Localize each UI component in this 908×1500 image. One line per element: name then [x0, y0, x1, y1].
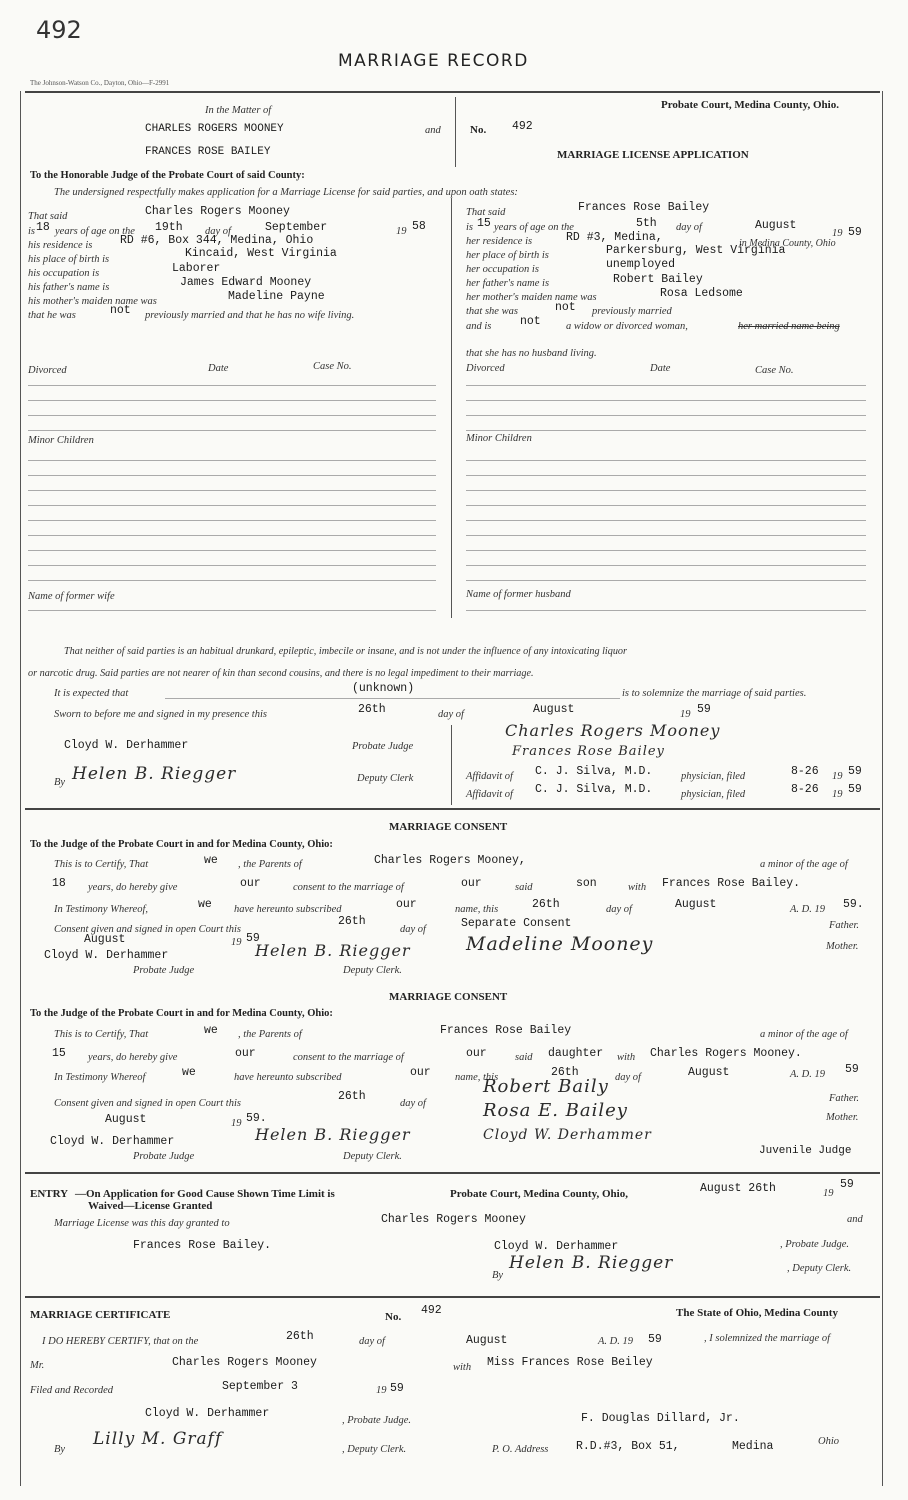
- page-left-border: [20, 91, 21, 1486]
- certificate-deputy-clerk: , Deputy Clerk.: [342, 1444, 407, 1455]
- entry-probate-judge: , Probate Judge.: [780, 1239, 850, 1250]
- consent2-certify: This is to Certify, That: [54, 1029, 149, 1040]
- groom-occupation: Laborer: [172, 262, 221, 275]
- consent1-name-this: name, this: [455, 904, 499, 915]
- entry-groom: Charles Rogers Mooney: [381, 1213, 526, 1226]
- bride-year: 59: [848, 226, 862, 239]
- consent2-name-this: name, this: [455, 1072, 499, 1083]
- form-line: [28, 460, 436, 461]
- sworn-day: 26th: [358, 703, 386, 716]
- consent1-minor: Charles Rogers Mooney,: [374, 854, 526, 867]
- form-line: [466, 565, 866, 566]
- consent1-given-month: August: [84, 933, 126, 946]
- groom-is: is: [28, 226, 36, 237]
- consent2-to: To the Judge of the Probate Court in and for Medina County, Ohio:: [30, 1008, 333, 1019]
- form-line: [466, 505, 866, 506]
- groom-father-label: his father's name is: [28, 282, 110, 293]
- entry-text-1: —On Application for Good Cause Shown Time Limit is: [75, 1188, 335, 1200]
- bride-occupation: unemployed: [606, 258, 676, 271]
- bride-is: is: [466, 222, 474, 233]
- consent2-given-month: August: [105, 1113, 147, 1126]
- certificate-po-state: Ohio: [818, 1436, 839, 1447]
- entry-by: By: [492, 1270, 504, 1281]
- page-number: 492: [36, 16, 82, 44]
- consent1-pronoun3: our: [396, 898, 417, 911]
- to-judge: To the Honorable Judge of the Probate Court of said County:: [30, 170, 305, 181]
- bride-residence-county: in Medina County, Ohio: [739, 238, 836, 249]
- oath-line-2: or narcotic drug. Said parties are not nearer of kin than second cousins, and there is no legal impediment to their marriage.: [28, 668, 534, 679]
- consent1-mother-signature: Madeline Mooney: [466, 933, 654, 955]
- certificate-mr: Mr.: [30, 1360, 45, 1371]
- form-line: [28, 490, 436, 491]
- consent1-consent-to: consent to the marriage of: [293, 882, 404, 893]
- groom-birth: Kincaid, West Virginia: [185, 247, 337, 260]
- consent2-given-year: 59.: [246, 1112, 267, 1125]
- consent2-father: Father.: [829, 1093, 860, 1104]
- consent1-who: we: [204, 854, 218, 867]
- consent2-title: MARRIAGE CONSENT: [389, 991, 508, 1003]
- consent2-testimony: In Testimony Whereof: [54, 1072, 146, 1083]
- consent2-year: 59: [845, 1063, 859, 1076]
- certificate-groom: Charles Rogers Mooney: [172, 1356, 317, 1369]
- consent1-given-year-prefix: 19: [231, 937, 242, 948]
- groom-month: September: [265, 221, 328, 234]
- affidavit-date-1: 8-26: [791, 765, 819, 778]
- consent2-minor: Frances Rose Bailey: [440, 1024, 572, 1037]
- groom-residence-label: his residence is: [28, 240, 93, 251]
- groom-minor-children-label: Minor Children: [28, 435, 94, 446]
- oath-line-1: That neither of said parties is an habitual drunkard, epileptic, imbecile or insane, and is not under the influence of any intoxicating liquor: [64, 646, 627, 657]
- bride-year-prefix: 19: [832, 228, 843, 239]
- header-no: 492: [512, 120, 533, 133]
- groom-signature: Charles Rogers Mooney: [505, 721, 721, 740]
- column-divider: [451, 198, 452, 618]
- form-line: [28, 610, 436, 611]
- certificate-officiant: F. Douglas Dillard, Jr.: [581, 1412, 740, 1425]
- expected-officiant: (unknown): [352, 682, 415, 695]
- bride-date-label: Date: [650, 363, 671, 374]
- groom-birth-label: his place of birth is: [28, 254, 110, 265]
- intro-text: The undersigned respectfully makes application for a Marriage License for said parties, and upon oath states:: [54, 187, 518, 198]
- bride-former-spouse-label: Name of former husband: [466, 589, 571, 600]
- section-rule-3: [25, 1296, 880, 1298]
- consent1-said: said: [515, 882, 533, 893]
- consent2-given: Consent given and signed in open Court this: [54, 1098, 241, 1109]
- bride-day: 5th: [636, 217, 657, 230]
- certificate-po-city: Medina: [732, 1440, 774, 1453]
- certificate-no: 492: [421, 1304, 442, 1317]
- oath-probate-judge: Probate Judge: [352, 741, 414, 752]
- consent2-who2: we: [182, 1066, 196, 1079]
- top-rule: [25, 91, 880, 93]
- sworn-year: 59: [697, 703, 711, 716]
- consent1-judge: Cloyd W. Derhammer: [44, 949, 169, 962]
- entry-text-2: Waived—License Granted: [88, 1200, 213, 1212]
- bride-married-label-b: previously married: [592, 306, 672, 317]
- consent2-with: with: [617, 1052, 636, 1063]
- groom-that-said: That said: [28, 211, 68, 222]
- consent2-given-day-of: day of: [400, 1098, 426, 1109]
- application-title: MARRIAGE LICENSE APPLICATION: [557, 149, 749, 161]
- affidavit-year-prefix-1: 19: [832, 771, 843, 782]
- groom-name: Charles Rogers Mooney: [145, 205, 290, 218]
- bride-occupation-label: her occupation is: [466, 264, 539, 275]
- entry-date: August 26th: [700, 1182, 776, 1195]
- bride-residence-label: her residence is: [466, 236, 533, 247]
- consent1-year: 59.: [843, 898, 864, 911]
- bride-birth: Parkersburg, West Virginia: [606, 244, 786, 257]
- consent2-clerk-signature: Helen B. Riegger: [255, 1125, 411, 1144]
- consent1-age: 18: [52, 877, 66, 890]
- form-line: [466, 475, 866, 476]
- form-line: [466, 490, 866, 491]
- entry-year: 59: [840, 1178, 854, 1191]
- certificate-filed: Filed and Recorded: [30, 1385, 114, 1396]
- entry-label: ENTRY: [30, 1188, 69, 1200]
- entry-year-prefix: 19: [823, 1188, 834, 1199]
- form-line: [466, 400, 866, 401]
- bride-struck-text: her married name being: [738, 321, 840, 332]
- page-title: MARRIAGE RECORD: [338, 51, 529, 71]
- consent1-pronoun2: our: [461, 877, 482, 890]
- bride-day-of: day of: [676, 222, 702, 233]
- consent2-pronoun2: our: [466, 1047, 487, 1060]
- consent1-testimony: In Testimony Whereof,: [54, 904, 149, 915]
- consent1-clerk-signature: Helen B. Riegger: [255, 941, 411, 960]
- form-line: [466, 610, 866, 611]
- consent2-given-day: 26th: [338, 1090, 366, 1103]
- consent2-probate-judge: Probate Judge: [133, 1151, 195, 1162]
- groom-occupation-label: his occupation is: [28, 268, 100, 279]
- groom-age: 18: [36, 221, 50, 234]
- sworn-label: Sworn to before me and signed in my presence this: [54, 709, 267, 720]
- consent1-minor-of-age: a minor of the age of: [760, 859, 848, 870]
- form-line: [28, 550, 436, 551]
- form-line: [466, 430, 866, 431]
- bride-age: 15: [477, 217, 491, 230]
- consent2-relation: daughter: [548, 1047, 604, 1060]
- page-right-border: [882, 91, 883, 1486]
- form-line: [466, 460, 866, 461]
- bride-signature: Frances Rose Bailey: [512, 744, 665, 759]
- affidavit-date-2: 8-26: [791, 783, 819, 796]
- form-line: [466, 580, 866, 581]
- bride-married: not: [555, 301, 576, 314]
- form-line: [28, 385, 436, 386]
- consent1-given-year: 59: [246, 932, 260, 945]
- section-rule-1: [25, 808, 880, 810]
- groom-married: not: [110, 304, 131, 317]
- certificate-month: August: [466, 1334, 508, 1347]
- consent2-father-signature: Robert Baily: [483, 1076, 609, 1097]
- consent2-ad: A. D. 19: [790, 1069, 825, 1080]
- certificate-po: R.D.#3, Box 51,: [576, 1440, 680, 1453]
- consent2-juvenile-judge: Juvenile Judge: [759, 1145, 852, 1157]
- bride-age-label: years of age on the: [494, 222, 574, 233]
- form-line: [28, 415, 436, 416]
- affidavit-label-2: Affidavit of: [466, 789, 513, 800]
- certificate-filed-year: 59: [390, 1382, 404, 1395]
- consent1-deputy-clerk: Deputy Clerk.: [343, 965, 402, 976]
- bride-minor-children-label: Minor Children: [466, 433, 532, 444]
- form-line: [466, 385, 866, 386]
- form-line: [28, 535, 436, 536]
- consent2-mother-signature: Rosa E. Bailey: [483, 1100, 628, 1121]
- consent2-age: 15: [52, 1047, 66, 1060]
- entry-court: Probate Court, Medina County, Ohio,: [450, 1188, 628, 1200]
- groom-day-of: day of: [205, 226, 231, 237]
- bride-widow-label-b: a widow or divorced woman,: [566, 321, 688, 332]
- certificate-filed-date: September 3: [222, 1380, 298, 1393]
- form-line: [466, 550, 866, 551]
- consent1-given-day-of: day of: [400, 924, 426, 935]
- groom-married-label-a: that he was: [28, 310, 76, 321]
- affidavit-physician-1: C. J. Silva, M.D.: [535, 765, 653, 778]
- bride-name: Frances Rose Bailey: [578, 201, 710, 214]
- consent1-with: with: [628, 882, 647, 893]
- consent2-month: August: [688, 1066, 730, 1079]
- groom-mother-label: his mother's maiden name was: [28, 296, 157, 307]
- certificate-certify: I DO HEREBY CERTIFY, that on the: [42, 1336, 199, 1347]
- header-court: Probate Court, Medina County, Ohio.: [661, 99, 839, 111]
- certificate-title: MARRIAGE CERTIFICATE: [30, 1309, 171, 1321]
- consent2-parents-of: , the Parents of: [238, 1029, 302, 1040]
- signature-divider: [451, 725, 452, 805]
- consent2-said: said: [515, 1052, 533, 1063]
- section-rule-2: [25, 1172, 880, 1174]
- bride-mother: Rosa Ledsome: [660, 287, 743, 300]
- consent1-given-day: 26th: [338, 915, 366, 928]
- oath-judge: Cloyd W. Derhammer: [64, 739, 189, 752]
- groom-mother: Madeline Payne: [228, 290, 325, 303]
- consent1-pronoun: our: [240, 877, 261, 890]
- certificate-no-label: No.: [385, 1311, 402, 1323]
- bride-father: Robert Bailey: [613, 273, 703, 286]
- header-and: and: [425, 125, 441, 136]
- consent1-other: Frances Rose Bailey.: [662, 877, 801, 890]
- certificate-filed-year-prefix: 19: [376, 1385, 387, 1396]
- bride-month: August: [755, 219, 797, 232]
- consent1-subscribed: have hereunto subscribed: [234, 904, 342, 915]
- certificate-with: with: [453, 1362, 472, 1373]
- groom-married-label-b: previously married and that he has no wife living.: [145, 310, 355, 321]
- groom-year-prefix: 19: [396, 226, 407, 237]
- consent2-day-of: day of: [615, 1072, 641, 1083]
- consent2-day: 26th: [551, 1066, 579, 1079]
- certificate-day: 26th: [286, 1330, 314, 1343]
- expected-label: It is expected that: [54, 688, 129, 699]
- affidavit-year-1: 59: [848, 765, 862, 778]
- bride-father-label: her father's name is: [466, 278, 550, 289]
- affidavit-label-1: Affidavit of: [466, 771, 513, 782]
- groom-residence: RD #6, Box 344, Medina, Ohio: [120, 234, 314, 247]
- consent2-given-year-prefix: 19: [231, 1118, 242, 1129]
- certificate-solemnized: , I solemnized the marriage of: [704, 1333, 830, 1344]
- form-line: [28, 520, 436, 521]
- certificate-po-label: P. O. Address: [492, 1444, 549, 1455]
- bride-divorced-label: Divorced: [466, 363, 505, 374]
- consent1-parents-of: , the Parents of: [238, 859, 302, 870]
- form-line: [28, 475, 436, 476]
- entry-deputy-clerk: , Deputy Clerk.: [787, 1263, 852, 1274]
- oath-clerk-signature: Helen B. Riegger: [72, 764, 237, 784]
- certificate-state: The State of Ohio, Medina County: [676, 1307, 838, 1319]
- groom-father: James Edward Mooney: [180, 276, 312, 289]
- sworn-month: August: [533, 703, 575, 716]
- groom-date-label: Date: [208, 363, 229, 374]
- consent1-give: years, do hereby give: [88, 882, 178, 893]
- header-divider: [455, 97, 456, 167]
- certificate-by: By: [54, 1444, 66, 1455]
- sworn-day-of: day of: [438, 709, 464, 720]
- form-line: [165, 698, 620, 699]
- consent1-who2: we: [198, 898, 212, 911]
- sworn-year-prefix: 19: [680, 709, 691, 720]
- in-matter-label: In the Matter of: [205, 105, 272, 116]
- consent1-father: Father.: [829, 920, 860, 931]
- bride-widow: not: [520, 315, 541, 328]
- certificate-probate-judge: , Probate Judge.: [342, 1415, 412, 1426]
- consent1-to: To the Judge of the Probate Court in and for Medina County, Ohio:: [30, 839, 333, 850]
- form-line: [466, 520, 866, 521]
- consent1-certify: This is to Certify, That: [54, 859, 149, 870]
- groom-year: 58: [412, 220, 426, 233]
- oath-deputy-clerk: Deputy Clerk: [357, 773, 414, 784]
- certificate-year: 59: [648, 1333, 662, 1346]
- certificate-day-of: day of: [359, 1336, 385, 1347]
- consent2-pronoun3: our: [410, 1066, 431, 1079]
- consent1-month: August: [675, 898, 717, 911]
- consent2-other: Charles Rogers Mooney.: [650, 1047, 802, 1060]
- groom-case-label: Case No.: [313, 361, 352, 372]
- consent1-mother: Mother.: [826, 941, 859, 952]
- form-line: [28, 400, 436, 401]
- form-line: [466, 535, 866, 536]
- consent1-relation: son: [576, 877, 597, 890]
- consent2-minor-of-age: a minor of the age of: [760, 1029, 848, 1040]
- consent1-title: MARRIAGE CONSENT: [389, 821, 508, 833]
- consent2-deputy-clerk: Deputy Clerk.: [343, 1151, 402, 1162]
- consent2-who: we: [204, 1024, 218, 1037]
- groom-former-spouse-label: Name of former wife: [28, 591, 115, 602]
- consent2-juvenile-signature: Cloyd W. Derhammer: [483, 1127, 652, 1143]
- form-line: [28, 580, 436, 581]
- bride-that-said: That said: [466, 207, 506, 218]
- bride-married-label-a: that she was: [466, 306, 518, 317]
- bride-case-label: Case No.: [755, 365, 794, 376]
- consent1-father-note: Separate Consent: [461, 917, 572, 930]
- entry-judge: Cloyd W. Derhammer: [494, 1240, 619, 1253]
- oath-by: By: [54, 777, 66, 788]
- header-bride: FRANCES ROSE BAILEY: [145, 146, 271, 158]
- consent2-give: years, do hereby give: [88, 1052, 178, 1063]
- certificate-judge: Cloyd W. Derhammer: [145, 1407, 270, 1420]
- affidavit-filed-1: physician, filed: [681, 771, 746, 782]
- bride-mother-label: her mother's maiden name was: [466, 292, 597, 303]
- bride-birth-label: her place of birth is: [466, 250, 549, 261]
- consent2-mother: Mother.: [826, 1112, 859, 1123]
- consent1-ad: A. D. 19: [790, 904, 825, 915]
- consent2-consent-to: consent to the marriage of: [293, 1052, 404, 1063]
- consent2-judge: Cloyd W. Derhammer: [50, 1135, 175, 1148]
- affidavit-year-prefix-2: 19: [832, 789, 843, 800]
- header-no-label: No.: [470, 124, 487, 136]
- form-line: [28, 565, 436, 566]
- groom-divorced-label: Divorced: [28, 365, 67, 376]
- header-groom: CHARLES ROGERS MOONEY: [145, 123, 284, 135]
- bride-no-husband: that she has no husband living.: [466, 348, 597, 359]
- groom-day: 19th: [155, 221, 183, 234]
- entry-bride: Frances Rose Bailey.: [133, 1239, 272, 1252]
- solemnize-text: is to solemnize the marriage of said parties.: [622, 688, 807, 699]
- form-line: [466, 415, 866, 416]
- certificate-ad: A. D. 19: [598, 1336, 633, 1347]
- consent1-given: Consent given and signed in open Court this: [54, 924, 241, 935]
- form-line: [28, 505, 436, 506]
- consent2-subscribed: have hereunto subscribed: [234, 1072, 342, 1083]
- affidavit-year-2: 59: [848, 783, 862, 796]
- bride-residence: RD #3, Medina,: [566, 231, 663, 244]
- certificate-clerk-signature: Lilly M. Graff: [93, 1429, 223, 1449]
- entry-clerk-signature: Helen B. Riegger: [509, 1253, 674, 1273]
- consent1-probate-judge: Probate Judge: [133, 965, 195, 976]
- entry-and: and: [847, 1214, 863, 1225]
- consent1-day: 26th: [532, 898, 560, 911]
- affidavit-filed-2: physician, filed: [681, 789, 746, 800]
- consent1-day-of: day of: [606, 904, 632, 915]
- entry-granted: Marriage License was this day granted to: [54, 1218, 230, 1229]
- publisher-imprint: The Johnson-Watson Co., Dayton, Ohio—F-2991: [30, 79, 170, 87]
- affidavit-physician-2: C. J. Silva, M.D.: [535, 783, 653, 796]
- certificate-bride: Miss Frances Rose Beiley: [487, 1356, 653, 1369]
- groom-age-label: years of age on the: [55, 226, 135, 237]
- form-line: [28, 430, 436, 431]
- consent2-pronoun: our: [235, 1047, 256, 1060]
- bride-widow-label-a: and is: [466, 321, 492, 332]
